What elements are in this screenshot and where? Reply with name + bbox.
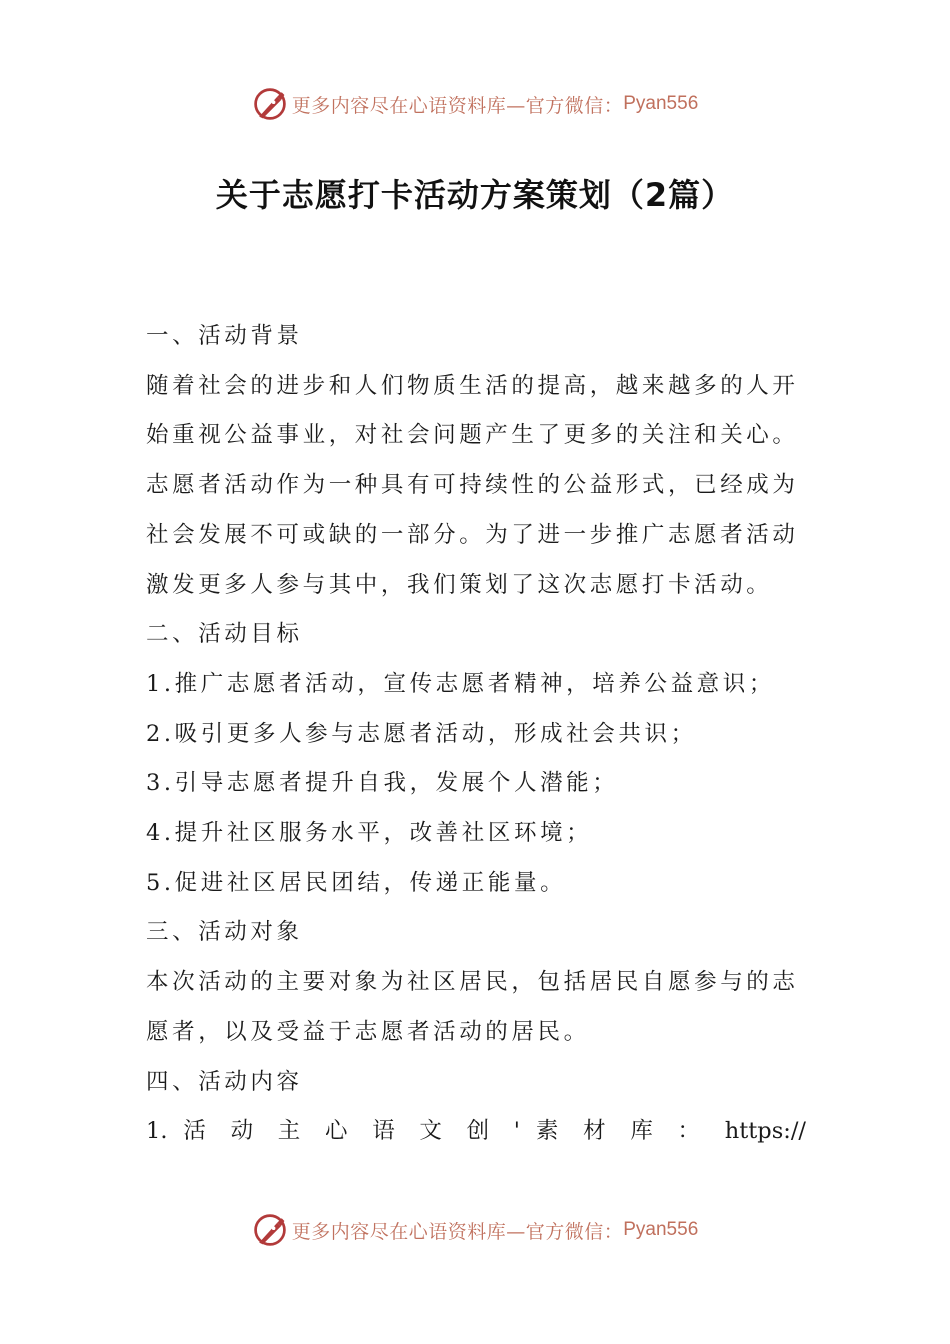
list-item: 4.提升社区服务水平，改善社区环境； — [146, 820, 593, 847]
banner-text: 更多内容尽在心语资料库—官方微信： — [291, 1220, 624, 1243]
section-heading: 三、活动对象 — [146, 919, 303, 946]
wechat-id: Pyan556 — [623, 1219, 699, 1240]
section-heading: 四、活动内容 — [146, 1068, 303, 1095]
body-line: 始重视公益事业，对社会问题产生了更多的关注和关心。 — [146, 422, 799, 449]
body-line: 随着社会的进步和人们物质生活的提高，越来越多的人开 — [146, 372, 799, 399]
list-item: 3.引导志愿者提升自我，发展个人潜能； — [146, 770, 619, 797]
section-heading: 一、活动背景 — [146, 323, 303, 349]
wechat-id: Pyan556 — [623, 93, 699, 114]
list-item: 1.推广志愿者活动，宣传志愿者精神，培养公益意识； — [146, 670, 775, 697]
body-line: 激发更多人参与其中，我们策划了这次志愿打卡活动。 — [146, 571, 773, 598]
pen-nib-logo-icon — [252, 86, 288, 122]
body-line: 本次活动的主要对象为社区居民，包括居民自愿参与的志 — [146, 969, 799, 996]
body-line: 愿者，以及受益于志愿者活动的居民。 — [146, 1018, 590, 1045]
document-body — [146, 312, 806, 1157]
footer-banner — [0, 1210, 950, 1250]
document-title: 关于志愿打卡活动方案策划（2篇） — [215, 176, 735, 214]
list-item: 2.吸引更多人参与志愿者活动，形成社会共识； — [146, 720, 697, 747]
pen-nib-logo-icon — [252, 1212, 288, 1248]
banner-text: 更多内容尽在心语资料库—官方微信： — [291, 94, 624, 117]
section-heading: 二、活动目标 — [146, 621, 303, 648]
header-banner — [0, 84, 950, 124]
body-line: 志愿者活动作为一种具有可持续性的公益形式，已经成为 — [146, 472, 799, 499]
list-item: 1. 活 动 主 心 语 文 创 ' 素 材 库 ： https:// — [146, 1118, 806, 1145]
body-line: 社会发展不可或缺的一部分。为了进一步推广志愿者活动 — [146, 521, 799, 548]
list-item: 5.促进社区居民团结，传递正能量。 — [146, 869, 567, 896]
